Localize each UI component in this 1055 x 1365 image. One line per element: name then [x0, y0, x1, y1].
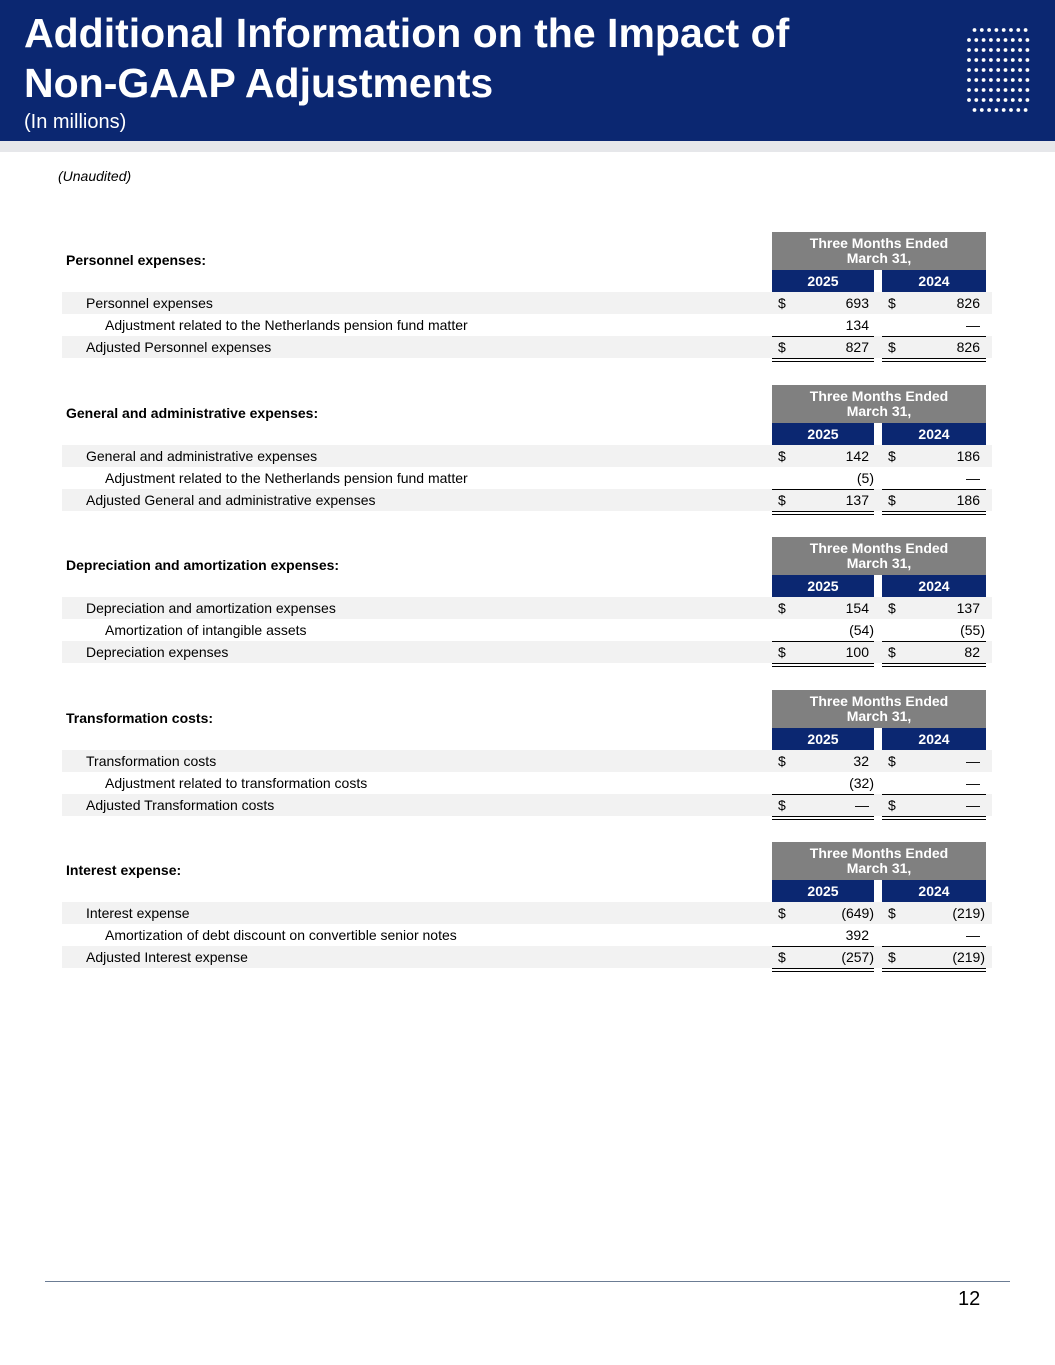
table-row — [62, 597, 992, 619]
dot-mark — [1011, 78, 1015, 82]
table-row — [62, 336, 992, 358]
subtotal-rule — [882, 336, 986, 337]
currency-symbol: $ — [888, 905, 896, 921]
dot-mark — [996, 68, 1000, 72]
total-double-rule — [882, 968, 986, 969]
section-title: Transformation costs: — [66, 710, 214, 726]
dot-mark — [1026, 58, 1030, 62]
value-2025: 137 — [845, 492, 869, 508]
units-subtitle: (In millions) — [24, 111, 127, 133]
value-2025: (257) — [841, 949, 874, 965]
dot-mark — [967, 68, 971, 72]
period-header-line2: March 31, — [846, 250, 912, 266]
dot-mark — [1016, 108, 1020, 112]
value-2025: 154 — [845, 600, 869, 616]
dot-mark — [1026, 98, 1030, 102]
value-2025: (649) — [841, 905, 874, 921]
row-label: Adjusted Personnel expenses — [86, 339, 272, 355]
currency-symbol: $ — [888, 600, 896, 616]
dot-mark — [982, 88, 986, 92]
table-section — [62, 385, 992, 515]
table-row — [62, 292, 992, 314]
dot-mark — [982, 48, 986, 52]
value-2024: (219) — [952, 949, 985, 965]
total-double-rule — [882, 816, 986, 817]
currency-symbol: $ — [778, 949, 786, 965]
year-header-2025: 2025 — [772, 575, 874, 597]
row-label: Depreciation expenses — [86, 644, 229, 660]
currency-symbol: $ — [888, 644, 896, 660]
dot-mark — [980, 28, 984, 32]
value-2025: 134 — [845, 317, 869, 333]
subtotal-rule — [772, 794, 874, 795]
page-number: 12 — [958, 1288, 981, 1310]
period-header — [772, 385, 986, 423]
dot-mark — [974, 38, 978, 42]
dot-mark — [974, 68, 978, 72]
section-title: Interest expense: — [66, 862, 182, 878]
value-2024: — — [966, 775, 980, 791]
currency-symbol: $ — [888, 339, 896, 355]
total-double-rule — [882, 511, 986, 512]
row-label: Adjustment related to the Netherlands pension fund matter — [105, 317, 468, 333]
dot-mark — [996, 98, 1000, 102]
dot-mark — [982, 98, 986, 102]
subtotal-rule — [882, 641, 986, 642]
dot-mark — [982, 38, 986, 42]
dot-mark — [1004, 38, 1008, 42]
dot-mark — [989, 48, 993, 52]
header-divider-bar — [0, 141, 1055, 152]
table-row — [62, 794, 992, 816]
dot-mark — [1018, 98, 1022, 102]
table-row — [62, 902, 992, 924]
currency-symbol: $ — [778, 600, 786, 616]
dot-mark — [982, 58, 986, 62]
dot-mark — [973, 28, 977, 32]
period-header — [772, 842, 986, 880]
row-label: Adjustment related to transformation costs — [105, 775, 368, 791]
period-header-line2: March 31, — [846, 860, 912, 876]
value-2024: — — [966, 317, 980, 333]
subtotal-rule — [772, 946, 874, 947]
period-header-line1: Three Months Ended — [809, 540, 949, 556]
year-header-2025: 2025 — [772, 423, 874, 445]
subtotal-rule — [882, 794, 986, 795]
dot-mark — [1018, 88, 1022, 92]
dot-mark — [967, 58, 971, 62]
dot-mark — [982, 68, 986, 72]
total-double-rule — [882, 358, 986, 359]
total-double-rule — [772, 968, 874, 969]
dot-mark — [995, 28, 999, 32]
dot-mark — [996, 58, 1000, 62]
table-row — [62, 772, 992, 794]
value-2024: 82 — [964, 644, 980, 660]
dot-mark — [974, 88, 978, 92]
dot-mark — [989, 88, 993, 92]
dot-mark — [996, 48, 1000, 52]
page-title: Additional Information on the Impact of Non-GAAP Adjustments — [24, 10, 790, 106]
dot-mark — [1004, 98, 1008, 102]
dot-mark — [1018, 48, 1022, 52]
dot-mark — [974, 78, 978, 82]
dot-mark — [989, 78, 993, 82]
dot-mark — [1011, 68, 1015, 72]
dot-mark — [1011, 98, 1015, 102]
dot-mark — [1011, 88, 1015, 92]
period-header-line1: Three Months Ended — [809, 235, 949, 251]
dot-mark — [995, 108, 999, 112]
row-label: Amortization of debt discount on convertible senior notes — [105, 927, 457, 943]
value-2024: 826 — [956, 295, 980, 311]
dot-mark — [1004, 48, 1008, 52]
year-header-2025: 2025 — [772, 880, 874, 902]
value-2025: 32 — [853, 753, 869, 769]
dot-mark — [1026, 48, 1030, 52]
year-header-2024: 2024 — [882, 728, 986, 750]
value-2025: — — [855, 797, 869, 813]
dot-mark — [980, 108, 984, 112]
dot-mark — [974, 58, 978, 62]
subtotal-rule — [882, 946, 986, 947]
dot-mark — [967, 78, 971, 82]
value-2024: — — [966, 927, 980, 943]
unaudited-note: (Unaudited) — [58, 168, 132, 184]
dot-mark — [1002, 108, 1006, 112]
value-2025: 693 — [845, 295, 869, 311]
period-header — [772, 537, 986, 575]
dot-mark — [1009, 108, 1013, 112]
table-section — [62, 232, 992, 362]
section-title: Personnel expenses: — [66, 252, 207, 268]
table-row — [62, 314, 992, 336]
dot-mark — [1018, 58, 1022, 62]
dot-mark — [1024, 108, 1028, 112]
dot-mark — [989, 58, 993, 62]
dot-grid-decoration — [965, 26, 1031, 114]
currency-symbol: $ — [888, 448, 896, 464]
dot-mark — [1009, 28, 1013, 32]
dot-mark — [1004, 88, 1008, 92]
currency-symbol: $ — [778, 753, 786, 769]
dot-mark — [1026, 68, 1030, 72]
dot-mark — [996, 88, 1000, 92]
total-double-rule — [882, 663, 986, 664]
table-row — [62, 641, 992, 663]
dot-mark — [1011, 48, 1015, 52]
period-header-line2: March 31, — [846, 555, 912, 571]
period-header — [772, 232, 986, 270]
currency-symbol: $ — [778, 644, 786, 660]
year-header-2024: 2024 — [882, 880, 986, 902]
dot-mark — [1004, 78, 1008, 82]
dot-mark — [987, 108, 991, 112]
title-banner — [0, 0, 1055, 141]
subtotal-rule — [882, 489, 986, 490]
dot-mark — [974, 98, 978, 102]
row-label: Amortization of intangible assets — [105, 622, 307, 638]
value-2025: (5) — [856, 470, 874, 486]
value-2025: 142 — [845, 448, 869, 464]
dot-mark — [1018, 68, 1022, 72]
table-row — [62, 489, 992, 511]
period-header-line2: March 31, — [846, 403, 912, 419]
value-2025: 392 — [845, 927, 869, 943]
value-2024: 137 — [956, 600, 980, 616]
row-label: General and administrative expenses — [86, 448, 318, 464]
period-header-line1: Three Months Ended — [809, 388, 949, 404]
period-header-line1: Three Months Ended — [809, 845, 949, 861]
dot-mark — [1024, 28, 1028, 32]
table-row — [62, 924, 992, 946]
year-header-2025: 2025 — [772, 270, 874, 292]
dot-mark — [1011, 58, 1015, 62]
value-2025: 100 — [845, 644, 869, 660]
row-label: Personnel expenses — [86, 295, 213, 311]
subtotal-rule — [772, 336, 874, 337]
currency-symbol: $ — [888, 492, 896, 508]
value-2024: (219) — [952, 905, 985, 921]
value-2024: 186 — [956, 492, 980, 508]
row-label: Adjusted Transformation costs — [86, 797, 275, 813]
period-header-line2: March 31, — [846, 708, 912, 724]
value-2024: — — [966, 470, 980, 486]
dot-mark — [1026, 78, 1030, 82]
period-header — [772, 690, 986, 728]
dot-mark — [1002, 28, 1006, 32]
row-label: Adjusted Interest expense — [86, 949, 248, 965]
dot-mark — [1016, 28, 1020, 32]
table-row — [62, 750, 992, 772]
section-title: Depreciation and amortization expenses: — [66, 557, 340, 573]
subtotal-rule — [772, 489, 874, 490]
dot-mark — [1026, 88, 1030, 92]
year-header-2024: 2024 — [882, 575, 986, 597]
table-section — [62, 842, 992, 972]
table-row — [62, 619, 992, 641]
dot-mark — [1004, 68, 1008, 72]
currency-symbol: $ — [888, 949, 896, 965]
currency-symbol: $ — [778, 295, 786, 311]
dot-mark — [1026, 38, 1030, 42]
dot-mark — [967, 98, 971, 102]
total-double-rule — [772, 358, 874, 359]
footer-divider — [45, 1281, 1010, 1282]
dot-mark — [1011, 38, 1015, 42]
currency-symbol: $ — [888, 753, 896, 769]
currency-symbol: $ — [888, 797, 896, 813]
table-section — [62, 690, 992, 820]
row-label: Adjustment related to the Netherlands pension fund matter — [105, 470, 468, 486]
currency-symbol: $ — [888, 295, 896, 311]
currency-symbol: $ — [778, 905, 786, 921]
dot-mark — [1018, 38, 1022, 42]
period-header-line1: Three Months Ended — [809, 693, 949, 709]
dot-mark — [989, 98, 993, 102]
dot-mark — [967, 88, 971, 92]
dot-mark — [996, 78, 1000, 82]
currency-symbol: $ — [778, 797, 786, 813]
dot-mark — [967, 38, 971, 42]
dot-mark — [974, 48, 978, 52]
dot-mark — [996, 38, 1000, 42]
row-label: Transformation costs — [86, 753, 217, 769]
dot-mark — [982, 78, 986, 82]
value-2025: 827 — [845, 339, 869, 355]
total-double-rule — [772, 663, 874, 664]
table-row — [62, 467, 992, 489]
value-2024: 186 — [956, 448, 980, 464]
section-title: General and administrative expenses: — [66, 405, 319, 421]
table-row — [62, 946, 992, 968]
dot-mark — [987, 28, 991, 32]
year-header-2025: 2025 — [772, 728, 874, 750]
row-label: Depreciation and amortization expenses — [86, 600, 336, 616]
dot-mark — [989, 38, 993, 42]
value-2024: (55) — [960, 622, 985, 638]
currency-symbol: $ — [778, 448, 786, 464]
dot-mark — [989, 68, 993, 72]
currency-symbol: $ — [778, 339, 786, 355]
currency-symbol: $ — [778, 492, 786, 508]
value-2024: — — [966, 753, 980, 769]
value-2025: (54) — [849, 622, 874, 638]
table-section — [62, 537, 992, 667]
dot-mark — [1004, 58, 1008, 62]
total-double-rule — [772, 816, 874, 817]
value-2025: (32) — [849, 775, 874, 791]
dot-mark — [973, 108, 977, 112]
value-2024: 826 — [956, 339, 980, 355]
value-2024: — — [966, 797, 980, 813]
dot-mark — [1018, 78, 1022, 82]
table-row — [62, 445, 992, 467]
year-header-2024: 2024 — [882, 270, 986, 292]
dot-mark — [967, 48, 971, 52]
year-header-2024: 2024 — [882, 423, 986, 445]
row-label: Interest expense — [86, 905, 190, 921]
row-label: Adjusted General and administrative expenses — [86, 492, 376, 508]
total-double-rule — [772, 511, 874, 512]
subtotal-rule — [772, 641, 874, 642]
